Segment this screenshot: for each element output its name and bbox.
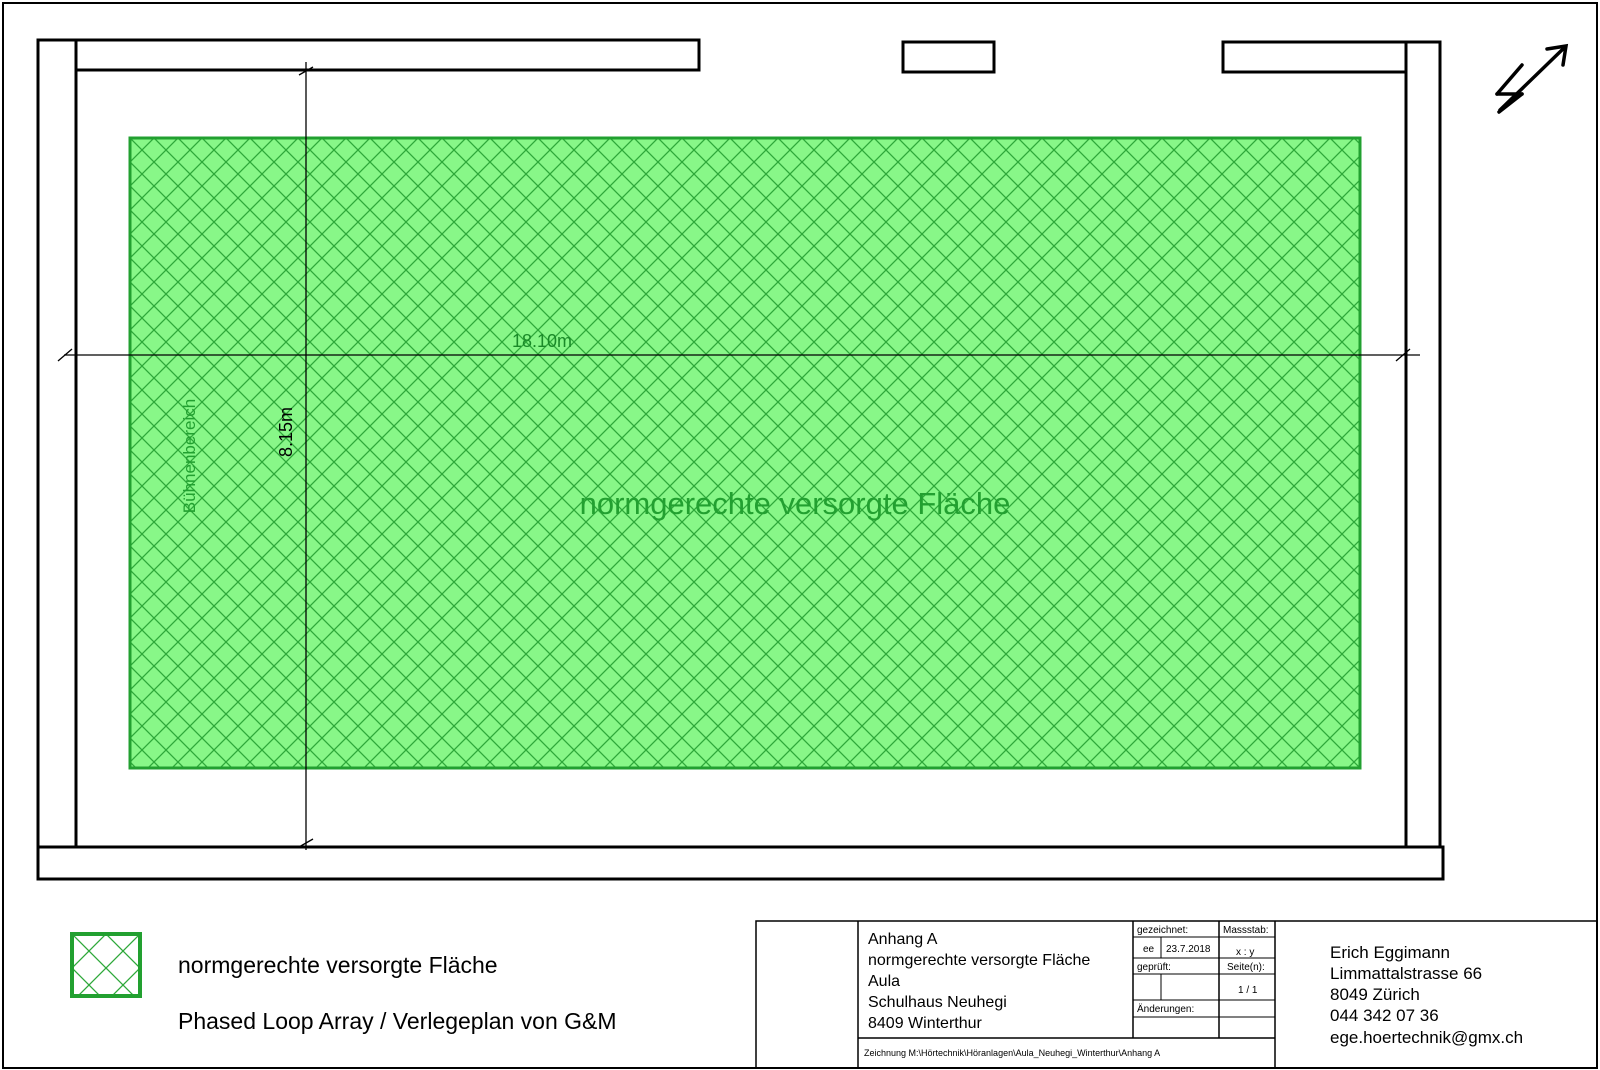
area-label: normgerechte versorgte Fläche (579, 486, 1011, 521)
address-email: ege.hoertechnik@gmx.ch (1330, 1028, 1524, 1047)
address-phone: 044 342 07 36 (1330, 1006, 1439, 1025)
title-line-3: Aula (868, 973, 901, 990)
title-line-4: Schulhaus Neuhegi (868, 994, 1007, 1011)
wall-top-middle (903, 42, 994, 72)
address-name: Erich Eggimann (1330, 943, 1451, 962)
legend-swatch-label: normgerechte versorgte Fläche (178, 952, 498, 978)
title-line-2: normgerechte versorgte Fläche (868, 952, 1091, 969)
pages-value: 1 / 1 (1238, 985, 1258, 996)
address-city: 8049 Zürich (1330, 985, 1420, 1004)
depth-dimension-text: 8.15m (276, 406, 296, 458)
wall-left (38, 40, 76, 847)
title-line-1: Anhang A (868, 931, 938, 948)
north-arrow-icon (1497, 46, 1566, 112)
drawn-date: 23.7.2018 (1166, 944, 1211, 955)
pages-label: Seite(n): (1227, 962, 1265, 973)
drawn-label: gezeichnet: (1137, 925, 1189, 936)
width-dimension-text: 18.10m (511, 331, 573, 351)
wall-top-right (1223, 42, 1406, 72)
legend-swatch (72, 934, 140, 996)
drawing-path: Zeichnung M:\Hörtechnik\Höranlagen\Aula_Neuhegi_Winterthur\Anhang A (864, 1048, 1161, 1058)
stage-area-label: Bühnenbereich (180, 398, 199, 514)
wall-bottom (38, 847, 1443, 879)
scale-label: Massstab: (1223, 925, 1269, 936)
title-line-5: 8409 Winterthur (868, 1015, 982, 1032)
legend-plan-note: Phased Loop Array / Verlegeplan von G&M (178, 1008, 617, 1034)
wall-top-left (76, 40, 699, 70)
scale-value: x : y (1236, 947, 1255, 958)
address-street: Limmattalstrasse 66 (1330, 964, 1483, 983)
changes-label: Änderungen: (1137, 1004, 1195, 1015)
wall-right (1406, 42, 1440, 847)
covered-area (130, 138, 1360, 768)
checked-label: geprüft: (1137, 962, 1171, 973)
drawn-by: ee (1143, 944, 1155, 955)
